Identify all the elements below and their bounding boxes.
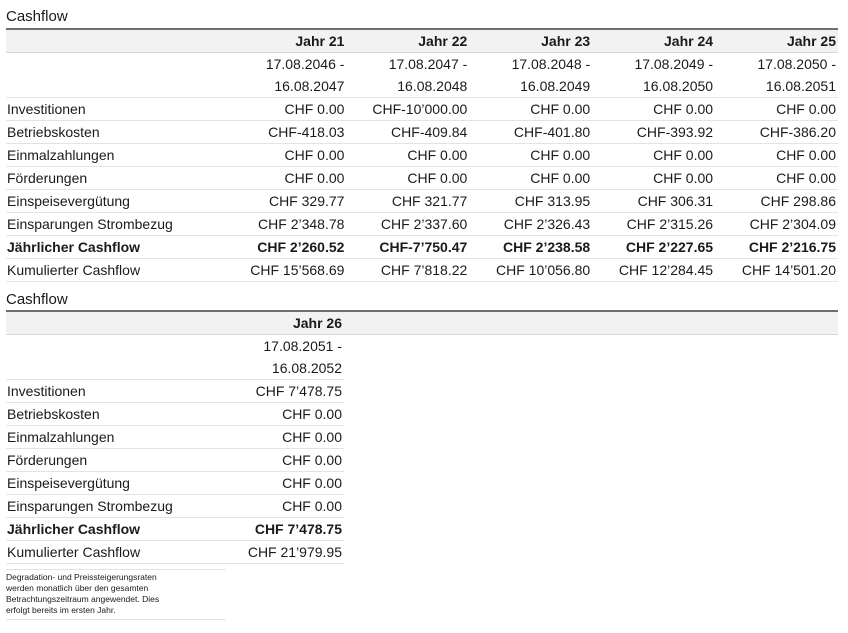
cell-value: CHF 0.00 [222,426,344,449]
period-start: 17.08.2048 - [511,55,591,72]
period-end: 16.08.2052 [222,357,344,380]
cell-value: CHF 321.77 [346,190,469,213]
cell-value: CHF-401.80 [469,121,592,144]
cell-value: CHF 7’478.75 [222,380,344,403]
cell-value: CHF-386.20 [715,121,838,144]
cell-value: CHF 0.00 [469,167,592,190]
row-label: Einspeisevergütung [6,472,222,495]
footnote-line: werden monatlich über den gesamten [6,583,149,593]
period-start-row [6,53,838,76]
period-start-row [6,335,838,358]
row-label: Jährlicher Cashflow [6,236,224,259]
cashflow-table-1 [6,28,838,282]
period-start: 17.08.2049 - [634,55,714,72]
cell-value: CHF 329.77 [224,190,347,213]
cell-value: CHF-418.03 [224,121,347,144]
cell-value: CHF 0.00 [224,167,347,190]
column-header: Jahr 24 [592,29,715,53]
cell-value: CHF 2’304.09 [715,213,838,236]
header-row [6,29,838,53]
period-end: 16.08.2047 [224,75,347,98]
table-row [6,380,838,403]
cell-value: CHF 2’326.43 [469,213,592,236]
period-start: 17.08.2050 - [757,55,836,72]
cell-value: CHF 0.00 [346,144,469,167]
cell-value: CHF 2’238.58 [469,236,592,259]
table-row [6,541,838,564]
period-end: 16.08.2051 [715,75,838,98]
cell-value: CHF 0.00 [469,98,592,121]
period-start: 17.08.2051 - [263,337,342,354]
row-label: Investitionen [6,98,224,121]
cell-value: CHF 2’315.26 [592,213,715,236]
cell-value: CHF 306.31 [592,190,715,213]
cell-value: CHF 0.00 [346,167,469,190]
table-row [6,472,838,495]
cell-value: CHF 14’501.20 [715,259,838,282]
table-row [6,495,838,518]
row-label: Förderungen [6,167,224,190]
footnote-line: Betrachtungszeitraum angewendet. Dies [6,594,160,604]
cell-value: CHF 298.86 [715,190,838,213]
footnote-line: Degradation- und Preissteigerungsraten [6,572,157,582]
cell-value: CHF-393.92 [592,121,715,144]
row-label: Einspeisevergütung [6,190,224,213]
table-row [6,121,838,144]
section-title: Cashflow [6,291,68,308]
cell-value: CHF-409.84 [346,121,469,144]
row-label: Kumulierter Cashflow [6,259,224,282]
section-title: Cashflow [6,8,68,25]
cell-value: CHF 0.00 [224,98,347,121]
column-header: Jahr 23 [469,29,592,53]
table-row [6,167,838,190]
cell-value: CHF-7’750.47 [346,236,469,259]
cell-value: CHF 0.00 [592,167,715,190]
table-row [6,144,838,167]
table-row [6,259,838,282]
row-label: Förderungen [6,449,222,472]
cashflow-table-2 [6,310,838,564]
cell-value: CHF 313.95 [469,190,592,213]
column-header: Jahr 21 [224,29,347,53]
row-label: Jährlicher Cashflow [6,518,222,541]
period-start: 17.08.2047 - [388,55,468,72]
period-end-row [6,75,838,98]
cell-value: CHF 2’348.78 [224,213,347,236]
row-label: Einsparungen Strombezug [6,495,222,518]
cell-value: CHF 0.00 [715,98,838,121]
cell-value: CHF 0.00 [224,144,347,167]
header-blank [6,29,224,53]
cell-value: CHF 2’260.52 [224,236,347,259]
footnote [6,569,226,620]
cell-value: CHF 0.00 [222,472,344,495]
cell-value: CHF 7’818.22 [346,259,469,282]
row-label: Einmalzahlungen [6,426,222,449]
row-label: Betriebskosten [6,121,224,144]
table-row [6,98,838,121]
table-row-total [6,518,838,541]
cell-value: CHF 12’284.45 [592,259,715,282]
table-row-total [6,236,838,259]
table-row [6,213,838,236]
period-start: 17.08.2046 - [265,55,345,72]
cell-value: CHF-10’000.00 [346,98,469,121]
cell-value: CHF 0.00 [592,98,715,121]
row-label: Einsparungen Strombezug [6,213,224,236]
cell-value: CHF 0.00 [222,449,344,472]
cell-value: CHF 0.00 [222,495,344,518]
cell-value: CHF 10’056.80 [469,259,592,282]
period-end: 16.08.2050 [592,75,715,98]
column-header: Jahr 25 [715,29,838,53]
cell-value: CHF 2’337.60 [346,213,469,236]
footnote-line: erfolgt bereits im ersten Jahr. [6,605,116,615]
table-row [6,403,838,426]
row-label: Kumulierter Cashflow [6,541,222,564]
cell-value: CHF 15’568.69 [224,259,347,282]
cell-value: CHF 0.00 [592,144,715,167]
row-label: Betriebskosten [6,403,222,426]
period-end: 16.08.2048 [346,75,469,98]
cell-value: CHF 0.00 [222,403,344,426]
cell-value: CHF 7’478.75 [222,518,344,541]
row-label: Investitionen [6,380,222,403]
header-blank [344,311,838,335]
table-row [6,190,838,213]
period-end-row [6,357,838,380]
column-header: Jahr 22 [346,29,469,53]
cell-value: CHF 0.00 [469,144,592,167]
table-row [6,426,838,449]
table-row [6,449,838,472]
column-header: Jahr 26 [222,311,344,335]
header-blank [6,311,222,335]
cell-value: CHF 2’227.65 [592,236,715,259]
header-row [6,311,838,335]
period-end: 16.08.2049 [469,75,592,98]
cell-value: CHF 2’216.75 [715,236,838,259]
cell-value: CHF 0.00 [715,144,838,167]
cell-value: CHF 21’979.95 [222,541,344,564]
cell-value: CHF 0.00 [715,167,838,190]
row-label: Einmalzahlungen [6,144,224,167]
